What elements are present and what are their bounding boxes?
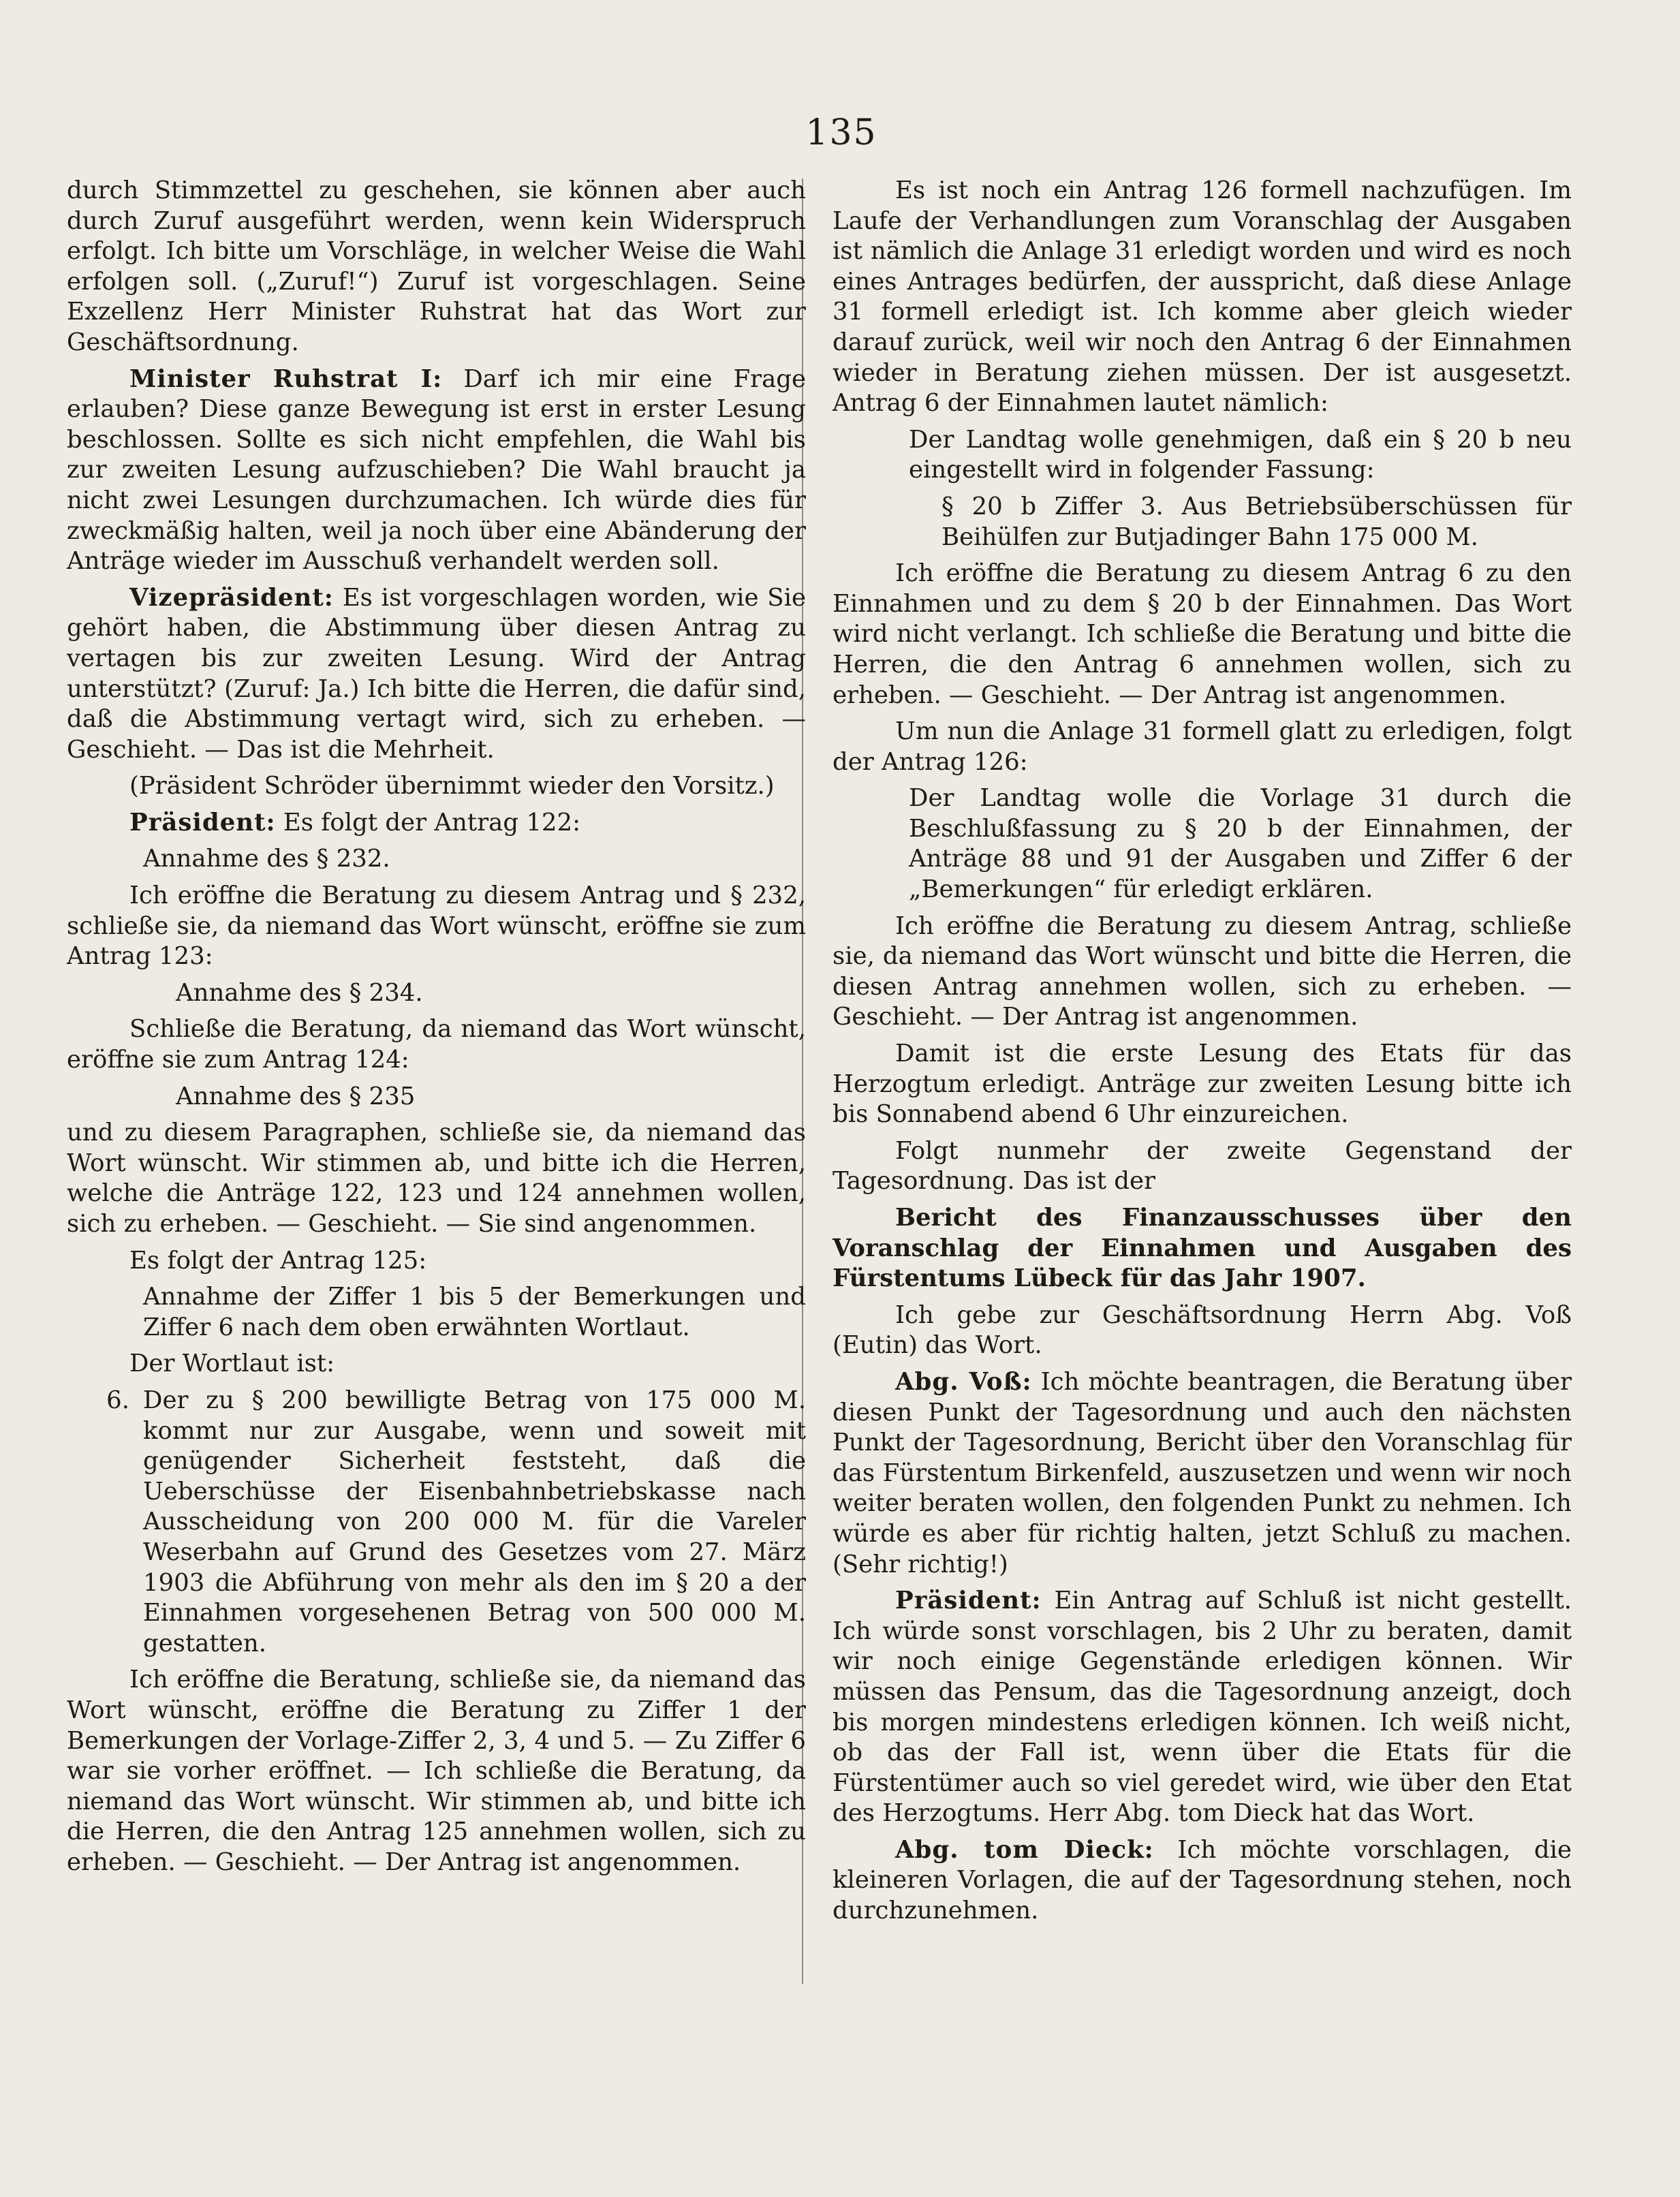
motion-quote: Der Landtag wolle genehmigen, daß ein § 20 b neu eingestellt wird in folgender Fassung: (909, 425, 1572, 484)
speech-text: Es folgt der Antrag 122: (275, 808, 581, 837)
paragraph (67, 364, 806, 577)
speaker-name: Präsident: (129, 808, 276, 837)
motion-quote: Annahme des § 232. (143, 845, 390, 873)
speech-text: Es ist vorgeschlagen worden, wie Sie gehört haben, die Abstimmung über diesen Antrag zu vertagen bis zur zweiten Lesung. Wird der Antrag unterstützt? (Zuruf: Ja.) Ich bitte die Herren, die dafür sind, daß die Abstimmung vertagt wird, sich zu erheben. — Geschieht. — Das ist die Mehrheit. (67, 583, 806, 764)
paragraph: Folgt nunmehr der zweite Gegenstand der Tagesordnung. Das ist der (833, 1136, 1572, 1196)
page-number: 135 (805, 112, 877, 153)
speaker-name: Präsident: (895, 1587, 1042, 1615)
paragraph: und zu diesem Paragraphen, schließe sie, da niemand das Wort wünscht. Wir stimmen ab, und bitte ich die Herren, welche die Anträge 122, 123 und 124 annehmen wollen, sich zu erheben. — Geschieht. — Sie sind angenommen. (67, 1119, 806, 1238)
speaker-name: Vizepräsident: (129, 583, 334, 612)
speaker-name: Abg. tom Dieck: (895, 1835, 1154, 1864)
paragraph: Ich eröffne die Beratung zu diesem Antrag und § 232, schließe sie, da niemand das Wort wünscht, eröffne sie zum Antrag 123: (67, 882, 806, 971)
motion-quote: Annahme der Ziffer 1 bis 5 der Bemerkungen und Ziffer 6 nach dem oben erwähnten Wortlaut. (143, 1283, 806, 1341)
paragraph: Ich gebe zur Geschäftsordnung Herrn Abg. Voß (Eutin) das Wort. (833, 1300, 1572, 1360)
speech-text: Darf ich mir eine Frage erlauben? Diese ganze Bewegung ist erst in erster Lesung beschlossen. Sollte es sich nicht empfehlen, die Wahl bis zur zweiten Lesung aufzuschieben? Die Wahl braucht ja nicht zwei Lesungen durchzumachen. Ich würde dies für zweckmäßig halten, weil ja noch über eine Abänderung der Anträge wieder im Ausschuß verhandelt werden soll. (67, 364, 807, 576)
speaker-name: Abg. Voß: (895, 1367, 1032, 1396)
item-number: 6. (106, 1386, 129, 1414)
item-text: Der zu § 200 bewilligte Betrag von 175 000 M. kommt nur zur Ausgabe, wenn und soweit mit genügender Sicherheit feststeht, daß die Ueberschüsse der Eisenbahnbetriebskasse nach Ausscheidung von 200 000 M. für die Vareler Weserbahn auf Grund des Gesetzes vom 27. März 1903 die Abführung von mehr als den im § 20 a der Einnahmen vorgesehenen Betrag von 500 000 M. gestatten. (143, 1386, 806, 1657)
paragraph (833, 1367, 1572, 1580)
paragraph: Ich eröffne die Beratung, schließe sie, da niemand das Wort wünscht, eröffne die Beratung zu Ziffer 1 der Bemerkungen der Vorlage-Ziffer 2, 3, 4 und 5. — Zu Ziffer 6 war sie vorher eröffnet. — Ich schließe die Beratung, da niemand das Wort wünscht. Wir stimmen ab, und bitte ich die Herren, die den Antrag 125 annehmen wollen, sich zu erheben. — Geschieht. — Der Antrag ist angenommen. (67, 1666, 806, 1876)
paragraph: Schließe die Beratung, da niemand das Wort wünscht, eröffne sie zum Antrag 124: (67, 1015, 806, 1074)
paragraph: Ich eröffne die Beratung zu diesem Antrag, schließe sie, da niemand das Wort wünscht und bitte die Herren, die diesen Antrag annehmen wollen, sich zu erheben. — Geschieht. — Der Antrag ist angenommen. (833, 911, 1572, 1031)
right-column (833, 176, 1572, 1933)
paragraph: durch Stimmzettel zu geschehen, sie können aber auch durch Zuruf ausgeführt werden, wenn kein Widerspruch erfolgt. Ich bitte um Vorschläge, in welcher Weise die Wahl erfolgen soll. („Zuruf!“) Zuruf ist vorgeschlagen. Seine Exzellenz Herr Minister Ruhstrat hat das Wort zur Geschäftsordnung. (67, 176, 806, 356)
paragraph: Damit ist die erste Lesung des Etats für das Herzogtum erledigt. Anträge zur zweiten Lesung bitte ich bis Sonnabend abend 6 Uhr einzureichen. (833, 1040, 1572, 1129)
speech-text: Ich möchte beantragen, die Beratung über diesen Punkt der Tagesordnung und auch den nächsten Punkt der Tagesordnung, Bericht über den Voranschlag für das Fürstentum Birkenfeld, auszusetzen und wenn wir noch weiter beraten wollen, den folgenden Punkt zu nehmen. Ich würde es aber für richtig halten, jetzt Schluß zu machen. (Sehr richtig!) (833, 1367, 1572, 1578)
numbered-item (67, 1386, 806, 1659)
section-heading: Bericht des Finanzausschusses über den Voranschlag der Einnahmen und Ausgaben des Fürstentums Lübeck für das Jahr 1907. (833, 1204, 1572, 1293)
paragraph: Ich eröffne die Beratung zu diesem Antrag 6 zu den Einnahmen und zu dem § 20 b der Einnahmen. Das Wort wird nicht verlangt. Ich schließe die Beratung und bitte die Herren, die den Antrag 6 annehmen wollen, sich zu erheben. — Geschieht. — Der Antrag ist angenommen. (833, 559, 1572, 709)
paragraph: Der Wortlaut ist: (129, 1350, 335, 1378)
paragraph: Es folgt der Antrag 125: (129, 1246, 427, 1275)
paragraph (833, 1586, 1572, 1829)
stage-direction: (Präsident Schröder übernimmt wieder den Vorsitz.) (129, 772, 775, 800)
motion-quote: Der Landtag wolle die Vorlage 31 durch die Beschlußfassung zu § 20 b der Einnahmen, der Anträge 88 und 91 der Ausgaben und Ziffer 6 der „Bemerkungen“ für erledigt erklären. (909, 784, 1572, 904)
speaker-name: Minister Ruhstrat I: (129, 364, 443, 393)
paragraph (833, 1835, 1572, 1927)
paragraph: Um nun die Anlage 31 formell glatt zu erledigen, folgt der Antrag 126: (833, 717, 1572, 776)
speech-text: Ein Antrag auf Schluß ist nicht gestellt. Ich würde sonst vorschlagen, bis 2 Uhr zu beraten, damit wir noch einige Gegenstände erledigen können. Wir müssen das Pensum, das die Tagesordnung anzeigt, doch bis morgen mindestens erledigen können. Ich weiß nicht, ob das der Fall ist, wenn über die Etats für die Fürstentümer auch so viel geredet wird, wie über den Etat des Herzogtums. Herr Abg. tom Dieck hat das Wort. (833, 1587, 1572, 1828)
motion-quote: Annahme des § 234. (176, 978, 423, 1007)
motion-quote: Annahme des § 235 (176, 1082, 416, 1110)
speech-text: Ich möchte vorschlagen, die kleineren Vorlagen, die auf der Tagesordnung stehen, noch durchzunehmen. (833, 1835, 1572, 1925)
paragraph: Es ist noch ein Antrag 126 formell nachzufügen. Im Laufe der Verhandlungen zum Voranschlag der Ausgaben ist nämlich die Anlage 31 erledigt worden und wird es noch eines Antrages bedürfen, der ausspricht, daß diese Anlage 31 formell erledigt ist. Ich komme aber gleich wieder darauf zurück, weil wir noch den Antrag 6 der Einnahmen wieder in Beratung ziehen müssen. Der ist ausgesetzt. Antrag 6 der Einnahmen lautet nämlich: (833, 176, 1572, 418)
motion-quote: § 20 b Ziffer 3. Aus Betriebsüberschüssen für Beihülfen zur Butjadinger Bahn 175 000 M. (942, 492, 1572, 551)
paragraph (67, 808, 806, 839)
paragraph (67, 583, 806, 766)
left-column (67, 176, 806, 1884)
